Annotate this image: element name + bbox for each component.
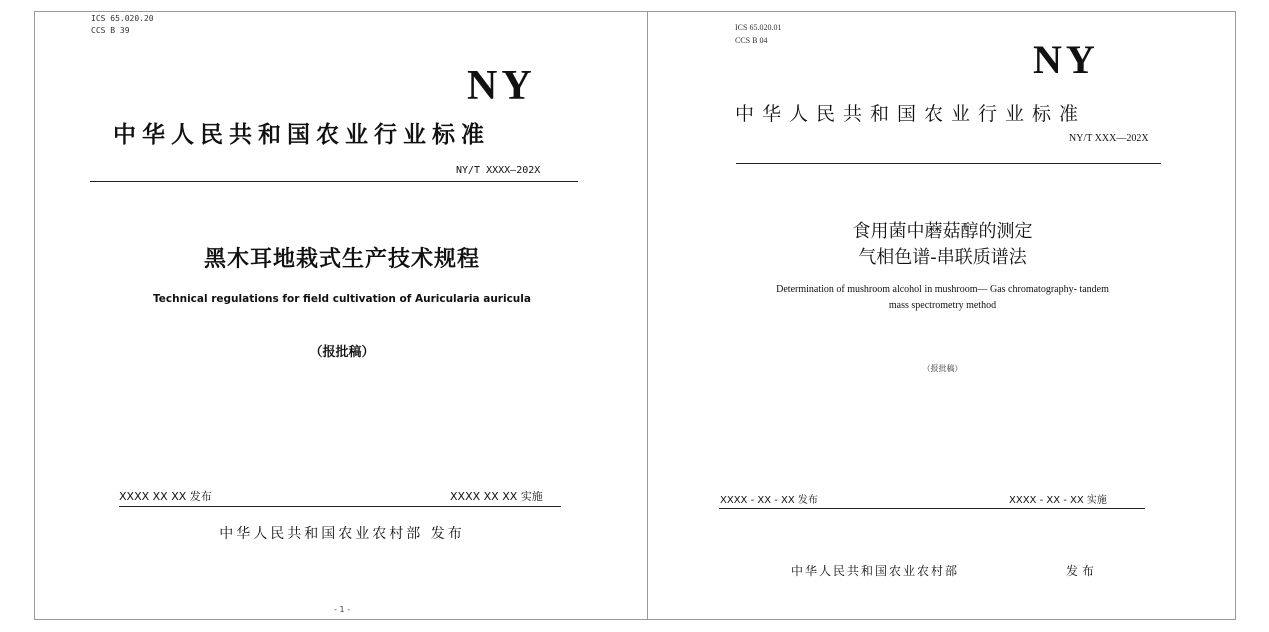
publisher-suffix: 发 布	[1066, 564, 1094, 578]
document-title-cn-line2: 气相色谱-串联质谱法	[858, 247, 1027, 268]
implementation-date: XXXX XX XX 实施	[450, 490, 543, 503]
release-date: XXXX - XX - XX 发布	[720, 495, 818, 506]
footer-divider	[119, 506, 561, 507]
ny-logo: NY	[467, 63, 536, 109]
header-divider	[90, 181, 578, 182]
footer-divider	[719, 508, 1145, 509]
ics-code: ICS 65.020.20	[91, 14, 154, 23]
ccs-code: CCS B 04	[735, 36, 768, 45]
page-number: - 1 -	[334, 605, 350, 614]
ics-code: ICS 65.020.01	[735, 23, 782, 32]
document-title-en-line1: Determination of mushroom alcohol in mushroom— Gas chromatography- tandem	[776, 284, 1109, 295]
standard-cover-right	[647, 11, 1236, 620]
ccs-code: CCS B 39	[91, 26, 130, 35]
standard-number: NY/T XXX—202X	[1069, 133, 1149, 144]
document-title-cn-line1: 食用菌中蘑菇醇的测定	[852, 221, 1033, 242]
org-title: 中华人民共和国农业行业标准	[113, 122, 490, 148]
release-date: XXXX XX XX 发布	[119, 490, 212, 503]
draft-status: （报批稿）	[309, 345, 375, 360]
publisher: 中华人民共和国农业农村部 发布	[219, 526, 465, 542]
draft-status: （报批稿）	[922, 364, 963, 373]
document-title-en: Technical regulations for field cultivation of Auricularia auricula	[153, 293, 531, 305]
implementation-date: XXXX - XX - XX 实施	[1009, 495, 1107, 506]
standard-number: NY/T XXXX—202X	[456, 165, 541, 176]
document-title-cn: 黑木耳地栽式生产技术规程	[203, 247, 480, 272]
document-title-en-line2: mass spectrometry method	[888, 300, 997, 311]
ny-logo: NY	[1033, 37, 1099, 82]
publisher: 中华人民共和国农业农村部	[791, 564, 960, 578]
org-title: 中华人民共和国农业行业标准	[735, 103, 1087, 125]
header-divider	[736, 163, 1161, 164]
standard-cover-left	[34, 11, 648, 620]
